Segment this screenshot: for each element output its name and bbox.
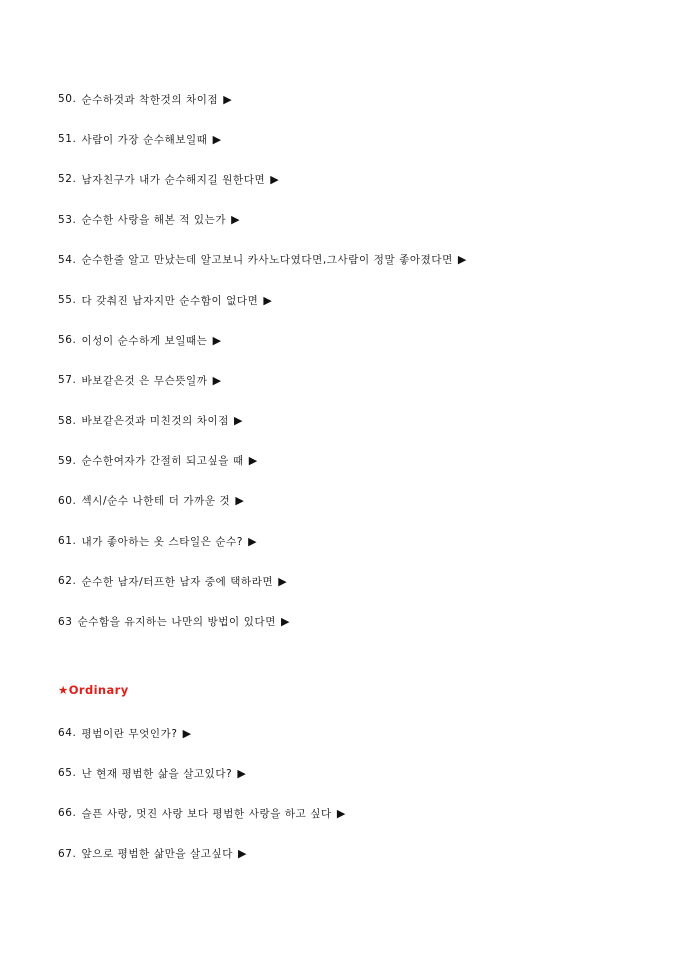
question-item <box>58 713 658 753</box>
question-text: 이성이 순수하게 보일때는 <box>81 334 208 347</box>
question-item <box>58 441 658 481</box>
question-text: 순수하것과 착한것의 차이점 <box>81 93 219 106</box>
question-item <box>58 360 658 400</box>
question-item <box>58 401 658 441</box>
play-arrow-icon: ▶ <box>212 333 222 347</box>
question-text: 앞으로 평범한 삶만을 살고싶다 <box>81 848 233 861</box>
question-number: 59. <box>58 454 77 467</box>
question-number: 52. <box>58 173 77 186</box>
question-item <box>58 200 658 240</box>
question-item <box>58 793 658 833</box>
question-item <box>58 320 658 360</box>
question-number: 67. <box>58 847 77 860</box>
play-arrow-icon: ▶ <box>237 847 248 861</box>
question-item <box>58 79 658 119</box>
question-list-pure <box>58 79 658 642</box>
question-number: 56. <box>58 334 77 347</box>
question-text: 평범이란 무엇인가? <box>81 727 178 740</box>
play-arrow-icon: ▶ <box>248 454 258 468</box>
question-text: 슬픈 사랑, 멋진 사랑 보다 평범한 사랑을 하고 싶다 <box>81 807 332 820</box>
question-number: 66. <box>58 807 77 820</box>
question-number: 57. <box>58 374 77 387</box>
question-list-ordinary <box>58 713 658 874</box>
question-text: 순수한 사랑을 해본 적 있는가 <box>81 214 227 227</box>
section-heading-ordinary: ★Ordinary <box>58 683 129 697</box>
question-number: 61. <box>58 535 77 548</box>
question-item <box>58 753 658 793</box>
question-item <box>58 481 658 521</box>
play-arrow-icon: ▶ <box>248 534 258 548</box>
question-text: 바보같은것 은 무슨뜻일까 <box>81 374 208 387</box>
question-text: 순수한여자가 간절히 되고싶을 때 <box>81 455 244 468</box>
question-text: 남자친구가 내가 순수해지길 원한다면 <box>81 173 266 186</box>
question-text: 순수한 남자/터프한 남자 중에 택하라면 <box>81 575 274 588</box>
question-item <box>58 561 658 601</box>
play-arrow-icon: ▶ <box>212 132 222 146</box>
question-item <box>58 240 658 280</box>
question-number: 60. <box>58 494 77 507</box>
question-item <box>58 834 658 874</box>
question-item <box>58 521 658 561</box>
play-arrow-icon: ▶ <box>234 414 244 428</box>
play-arrow-icon: ▶ <box>336 806 346 820</box>
question-number: 58. <box>58 414 77 427</box>
question-number: 50. <box>58 93 77 106</box>
question-number: 51. <box>58 133 77 146</box>
question-text: 순수한줄 알고 만났는데 알고보니 카사노다였다면,그사람이 정말 좋아졌다면 <box>81 254 453 267</box>
question-number: 62. <box>58 575 77 588</box>
play-arrow-icon: ▶ <box>223 92 233 106</box>
play-arrow-icon: ▶ <box>237 766 247 780</box>
question-text: 순수함을 유지하는 나만의 방법이 있다면 <box>77 616 276 629</box>
question-number: 65. <box>58 767 77 780</box>
question-number: 55. <box>58 294 77 307</box>
play-arrow-icon: ▶ <box>182 726 192 740</box>
question-text: 바보같은것과 미친것의 차이점 <box>81 415 230 428</box>
play-arrow-icon: ▶ <box>270 172 280 186</box>
play-arrow-icon: ▶ <box>212 373 222 387</box>
question-text: 섹시/순수 나한테 더 가까운 것 <box>81 495 231 508</box>
question-item <box>58 119 658 159</box>
play-arrow-icon: ▶ <box>263 293 273 307</box>
question-text: 사람이 가장 순수해보일때 <box>81 133 208 146</box>
play-arrow-icon: ▶ <box>231 213 241 227</box>
question-number: 64. <box>58 727 77 740</box>
play-arrow-icon: ▶ <box>235 494 245 508</box>
play-arrow-icon: ▶ <box>278 574 288 588</box>
question-item <box>58 159 658 199</box>
question-number: 53. <box>58 213 77 226</box>
play-arrow-icon: ▶ <box>280 615 291 629</box>
question-number: 54. <box>58 253 77 266</box>
question-text: 난 현재 평범한 삶을 살고있다? <box>81 767 233 780</box>
question-item <box>58 601 658 641</box>
question-text: 내가 좋아하는 옷 스타일은 순수? <box>81 535 244 548</box>
question-number: 63 <box>58 615 73 628</box>
question-text: 다 갖춰진 남자지만 순수함이 없다면 <box>81 294 259 307</box>
question-item <box>58 280 658 320</box>
play-arrow-icon: ▶ <box>457 253 467 267</box>
